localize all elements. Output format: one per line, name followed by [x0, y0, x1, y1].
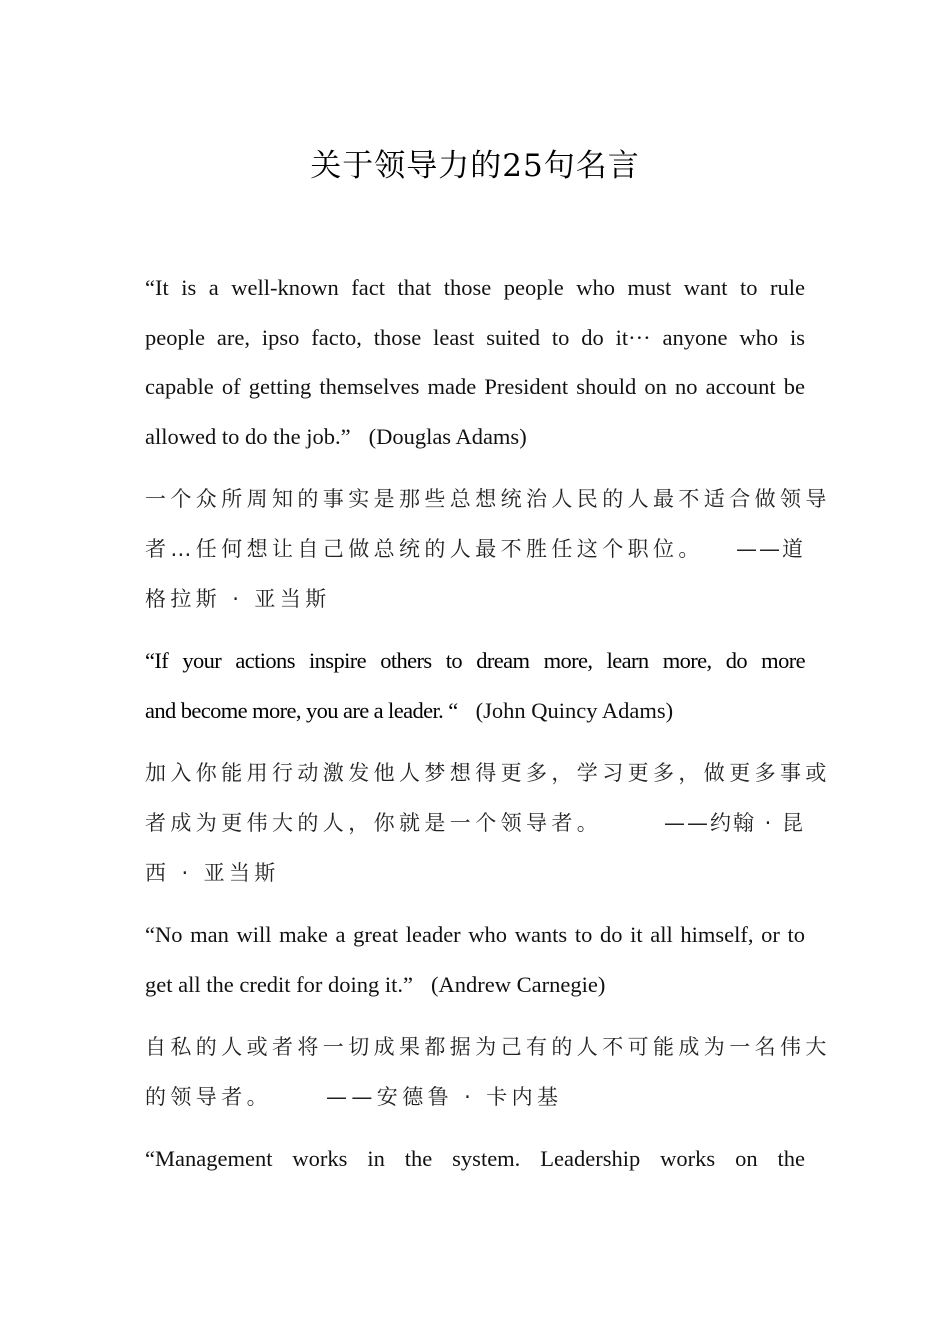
quote-2-en-line-1: “If your actions inspire others to dream more, learn more, do more — [145, 648, 805, 673]
quote-1-zh-line-2: 者…任何想让自己做总统的人最不胜任这个职位。 ——道 — [145, 524, 805, 574]
quote-2-english — [145, 636, 805, 735]
quote-3-author: (Andrew Carnegie) — [431, 971, 606, 997]
quote-1-en-line-2: people are, ipso facto, those least suited to do it··· anyone who is — [145, 324, 805, 350]
quote-1-english — [145, 263, 805, 461]
quote-1-zh-line-3: 格拉斯 · 亚当斯 — [145, 587, 331, 611]
quote-1-chinese — [145, 474, 831, 624]
quote-4-en-line-1: “Management works in the system. Leadership works on the — [145, 1146, 805, 1171]
page-title: 关于领导力的25句名言 — [310, 148, 640, 184]
quote-3-en-line-1: “No man will make a great leader who wants to do it all himself, or to — [145, 922, 805, 947]
quote-1-zh-attribution: ——道 — [736, 537, 805, 561]
quote-2-chinese — [145, 748, 831, 898]
quote-2-zh-line-1: 加入你能用行动激发他人梦想得更多，学习更多，做更多事或 — [145, 761, 831, 785]
quote-3-zh-line-2: 的领导者。 ——安德鲁 · 卡内基 — [145, 1085, 563, 1109]
quote-3-english — [145, 910, 805, 1009]
quote-3-zh-line-1: 自私的人或者将一切成果都据为己有的人不可能成为一名伟大 — [145, 1035, 831, 1059]
quote-2-author: (John Quincy Adams) — [475, 697, 674, 723]
quote-1-en-line-3: capable of getting themselves made President should on no account be — [145, 374, 805, 399]
quote-2-en-line-2: and become more, you are a leader. “ (John Quincy Adams) — [145, 697, 674, 723]
quote-3-chinese — [145, 1022, 831, 1122]
quote-1-zh-line-1: 一个众所周知的事实是那些总想统治人民的人最不适合做领导 — [145, 487, 831, 511]
quote-2-zh-line-2: 者成为更伟大的人，你就是一个领导者。 ——约翰 · 昆 — [145, 798, 805, 848]
quote-2-zh-line-3: 西 · 亚当斯 — [145, 861, 280, 885]
quote-3-zh-attribution: ——安德鲁 · 卡内基 — [326, 1085, 563, 1109]
quote-2-zh-attribution: ——约翰 · 昆 — [663, 811, 805, 835]
quote-1-en-line-1: “It is a well-known fact that those people who must want to rule — [145, 275, 805, 300]
quote-1-en-line-4: allowed to do the job.” (Douglas Adams) — [145, 423, 527, 449]
quote-1-author: (Douglas Adams) — [368, 423, 527, 449]
quote-4-english — [145, 1134, 805, 1184]
quote-3-en-line-2: get all the credit for doing it.” (Andrew Carnegie) — [145, 971, 606, 997]
